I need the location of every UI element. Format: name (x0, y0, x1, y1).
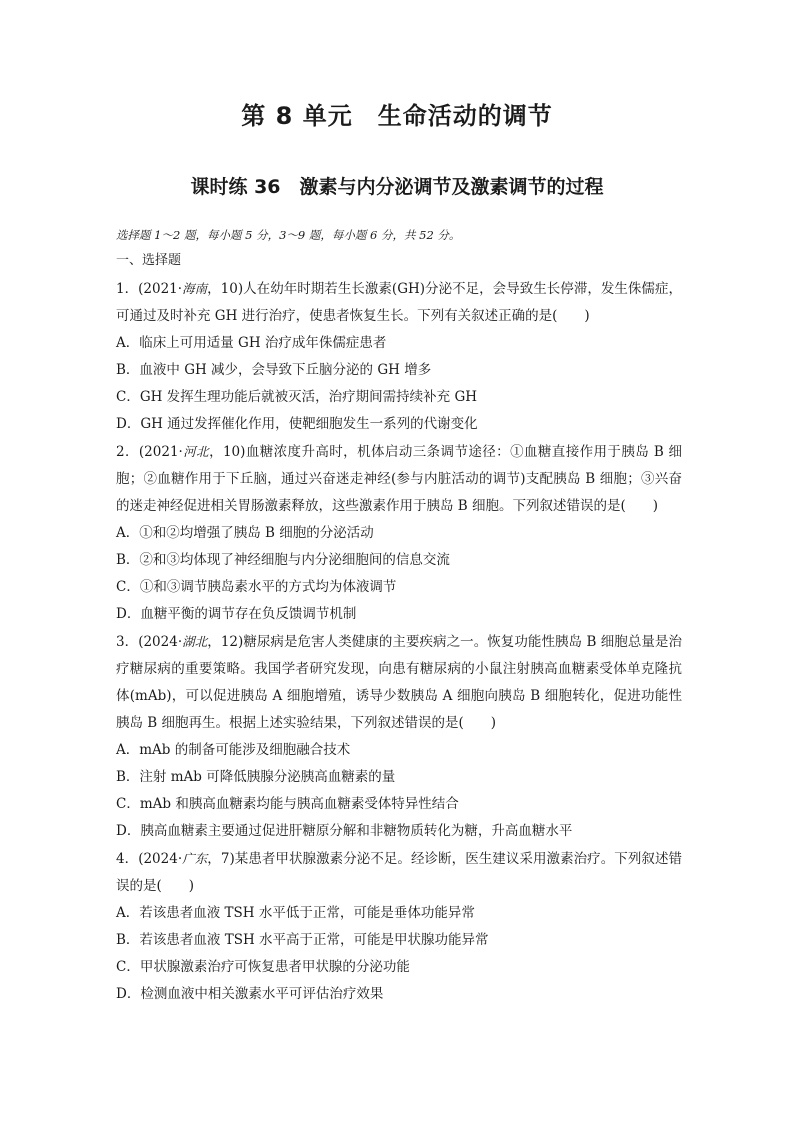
question-number: 1． (116, 281, 139, 297)
question-source-region: 海南 (182, 281, 208, 296)
option-d: D．检测血液中相关激素水平可评估治疗效果 (116, 986, 384, 1002)
option-d: D．血糖平衡的调节存在负反馈调节机制 (116, 606, 357, 622)
option-d: D．GH 通过发挥催化作用，使靶细胞发生一系列的代谢变化 (116, 416, 478, 432)
question-number: 3． (116, 634, 139, 650)
question-source-open: (2021· (138, 281, 183, 297)
option-c: C．①和③调节胰岛素水平的方式均为体液调节 (116, 579, 397, 595)
question-number: 2． (116, 444, 139, 460)
content-body (116, 222, 682, 1008)
question-stem (116, 845, 682, 900)
unit-title: 第 8 单元 生命活动的调节 (241, 102, 553, 130)
option-b: B．若该患者血液 TSH 水平高于正常，可能是甲状腺功能异常 (116, 932, 489, 948)
question-source-open: (2024· (138, 634, 183, 650)
question-source-close: ，10) (207, 281, 244, 297)
question-2 (116, 438, 682, 628)
question-text: 某患者甲状腺激素分泌不足。经诊断，医生建议采用激素治疗。下列叙述错误的是( ) (116, 851, 683, 894)
option-a: A．临床上可用适量 GH 治疗成年侏儒症患者 (116, 335, 387, 351)
question-source-region: 湖北 (182, 634, 208, 649)
question-source-close: ，10) (209, 444, 246, 460)
scoring-instructions: 选择题 1～2 题，每小题 5 分，3～9 题，每小题 6 分，共 52 分。 (116, 228, 461, 242)
option-a: A．若该患者血液 TSH 水平低于正常，可能是垂体功能异常 (116, 905, 475, 921)
question-source-close: ，12) (207, 634, 244, 650)
question-text: 糖尿病是危害人类健康的主要疾病之一。恢复功能性胰岛 B 细胞总量是治疗糖尿病的重要策略。我国学者研究发现，向患有糖尿病的小鼠注射胰高血糖素受体单克隆抗体(mAb)，可以促进胰岛 A 细胞增殖，诱导少数胰岛 A 细胞向胰岛 B 细胞转化，促进功能性胰岛 B 细胞再生。根据上述实验结果，下列叙述错误的是( ) (116, 634, 682, 731)
question-stem (116, 275, 682, 330)
option-c: C．mAb 和胰高血糖素均能与胰高血糖素受体特异性结合 (116, 796, 459, 812)
question-stem (116, 628, 682, 737)
option-c: C．GH 发挥生理功能后就被灭活，治疗期间需持续补充 GH (116, 389, 478, 405)
question-number: 4． (116, 851, 139, 867)
question-text: 人在幼年时期若生长激素(GH)分泌不足，会导致生长停滞，发生侏儒症，可通过及时补充 GH 进行治疗，使患者恢复生长。下列有关叙述正确的是( ) (116, 281, 682, 324)
question-source-region: 广东 (182, 851, 208, 866)
question-source-open: (2021· (138, 444, 183, 460)
option-b: B．血液中 GH 减少，会导致下丘脑分泌的 GH 增多 (116, 362, 432, 378)
lesson-title: 课时练 36 激素与内分泌调节及激素调节的过程 (190, 176, 604, 198)
section-heading: 一、选择题 (116, 253, 182, 268)
question-stem (116, 438, 682, 520)
option-a: A．①和②均增强了胰岛 B 细胞的分泌活动 (116, 525, 374, 541)
question-3 (116, 628, 682, 845)
question-4 (116, 845, 682, 1008)
option-b: B．注射 mAb 可降低胰腺分泌胰高血糖素的量 (116, 769, 396, 785)
option-a: A．mAb 的制备可能涉及细胞融合技术 (116, 742, 351, 758)
question-source-region: 河北 (182, 444, 210, 459)
option-b: B．②和③均体现了神经细胞与内分泌细胞间的信息交流 (116, 552, 450, 568)
question-text: 血糖浓度升高时，机体启动三条调节途径：①血糖直接作用于胰岛 B 细胞；②血糖作用于下丘脑，通过兴奋迷走神经(参与内脏活动的调节)支配胰岛 B 细胞；③兴奋的迷走神经促进相关胃肠激素释放，这些激素作用于胰岛 B 细胞。下列叙述错误的是( ) (116, 444, 682, 514)
question-source-open: (2024· (138, 851, 183, 867)
question-1 (116, 275, 682, 438)
option-d: D．胰高血糖素主要通过促进肝糖原分解和非糖物质转化为糖，升高血糖水平 (116, 823, 573, 839)
option-c: C．甲状腺激素治疗可恢复患者甲状腺的分泌功能 (116, 959, 410, 975)
question-source-close: ，7) (207, 851, 235, 867)
